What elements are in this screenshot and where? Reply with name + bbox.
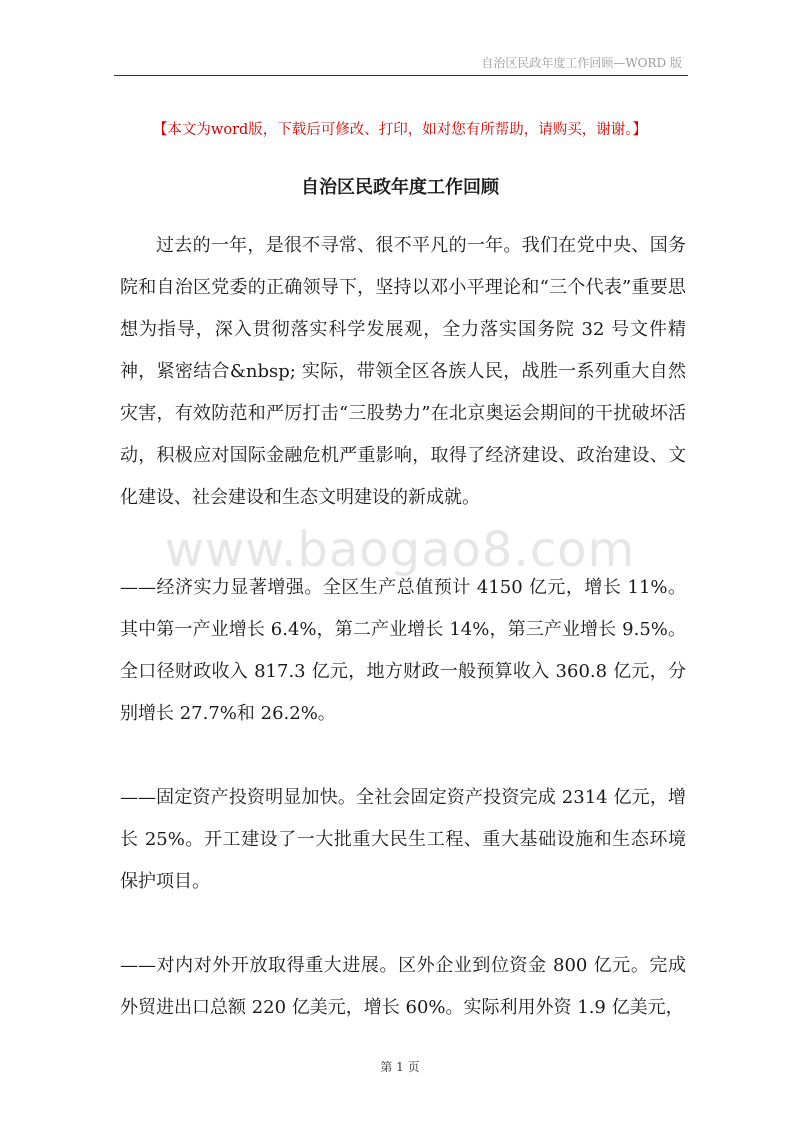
page-number: 第 1 页 bbox=[380, 1060, 420, 1074]
running-header: 自治区民政年度工作回顾—WORD 版 bbox=[481, 56, 682, 70]
watermark-text: www.baogao8.com bbox=[164, 522, 636, 578]
document-title: 自治区民政年度工作回顾 bbox=[301, 177, 499, 198]
paragraph-intro: 过去的一年，是很不寻常、很不平凡的一年。我们在党中央、国务院和自治区党委的正确领导下，坚持以邓小平理论和“三个代表”重要思想为指导，深入贯彻落实科学发展观，全力落实国务院 32 号文件精神，紧密结合&nbsp; 实际，带领全区各族人民，战胜一系列重大自然灾害，有效防范和严厉打击“三股势力”在北京奥运会期间的干扰破坏活动，积极应对国际金融危机严重影响，取得了经济建设、政治建设、文化建设、社会建设和生态文明建设的新成就。 bbox=[120, 235, 686, 508]
paragraph-investment: ——固定资产投资明显加快。全社会固定资产投资完成 2314 亿元，增长 25%。开工建设了一大批重大民生工程、重大基础设施和生态环境保护项目。 bbox=[120, 787, 686, 892]
paragraph-opening-up: ——对内对外开放取得重大进展。区外企业到位资金 800 亿元。完成外贸进出口总额 220 亿美元，增长 60%。实际利用外资 1.9 亿美元， bbox=[120, 955, 686, 1018]
purchase-notice: 【本文为word版，下载后可修改、打印，如对您有所帮助，请购买，谢谢。】 bbox=[152, 122, 648, 138]
paragraph-economy: ——经济实力显著增强。全区生产总值预计 4150 亿元，增长 11%。其中第一产业增长 6.4%，第二产业增长 14%，第三产业增长 9.5%。全口径财政收入 817.3 亿元，地方财政一般预算收入 360.8 亿元，分别增长 27.7%和 26.2%。 bbox=[120, 577, 686, 724]
header-divider bbox=[114, 75, 688, 76]
